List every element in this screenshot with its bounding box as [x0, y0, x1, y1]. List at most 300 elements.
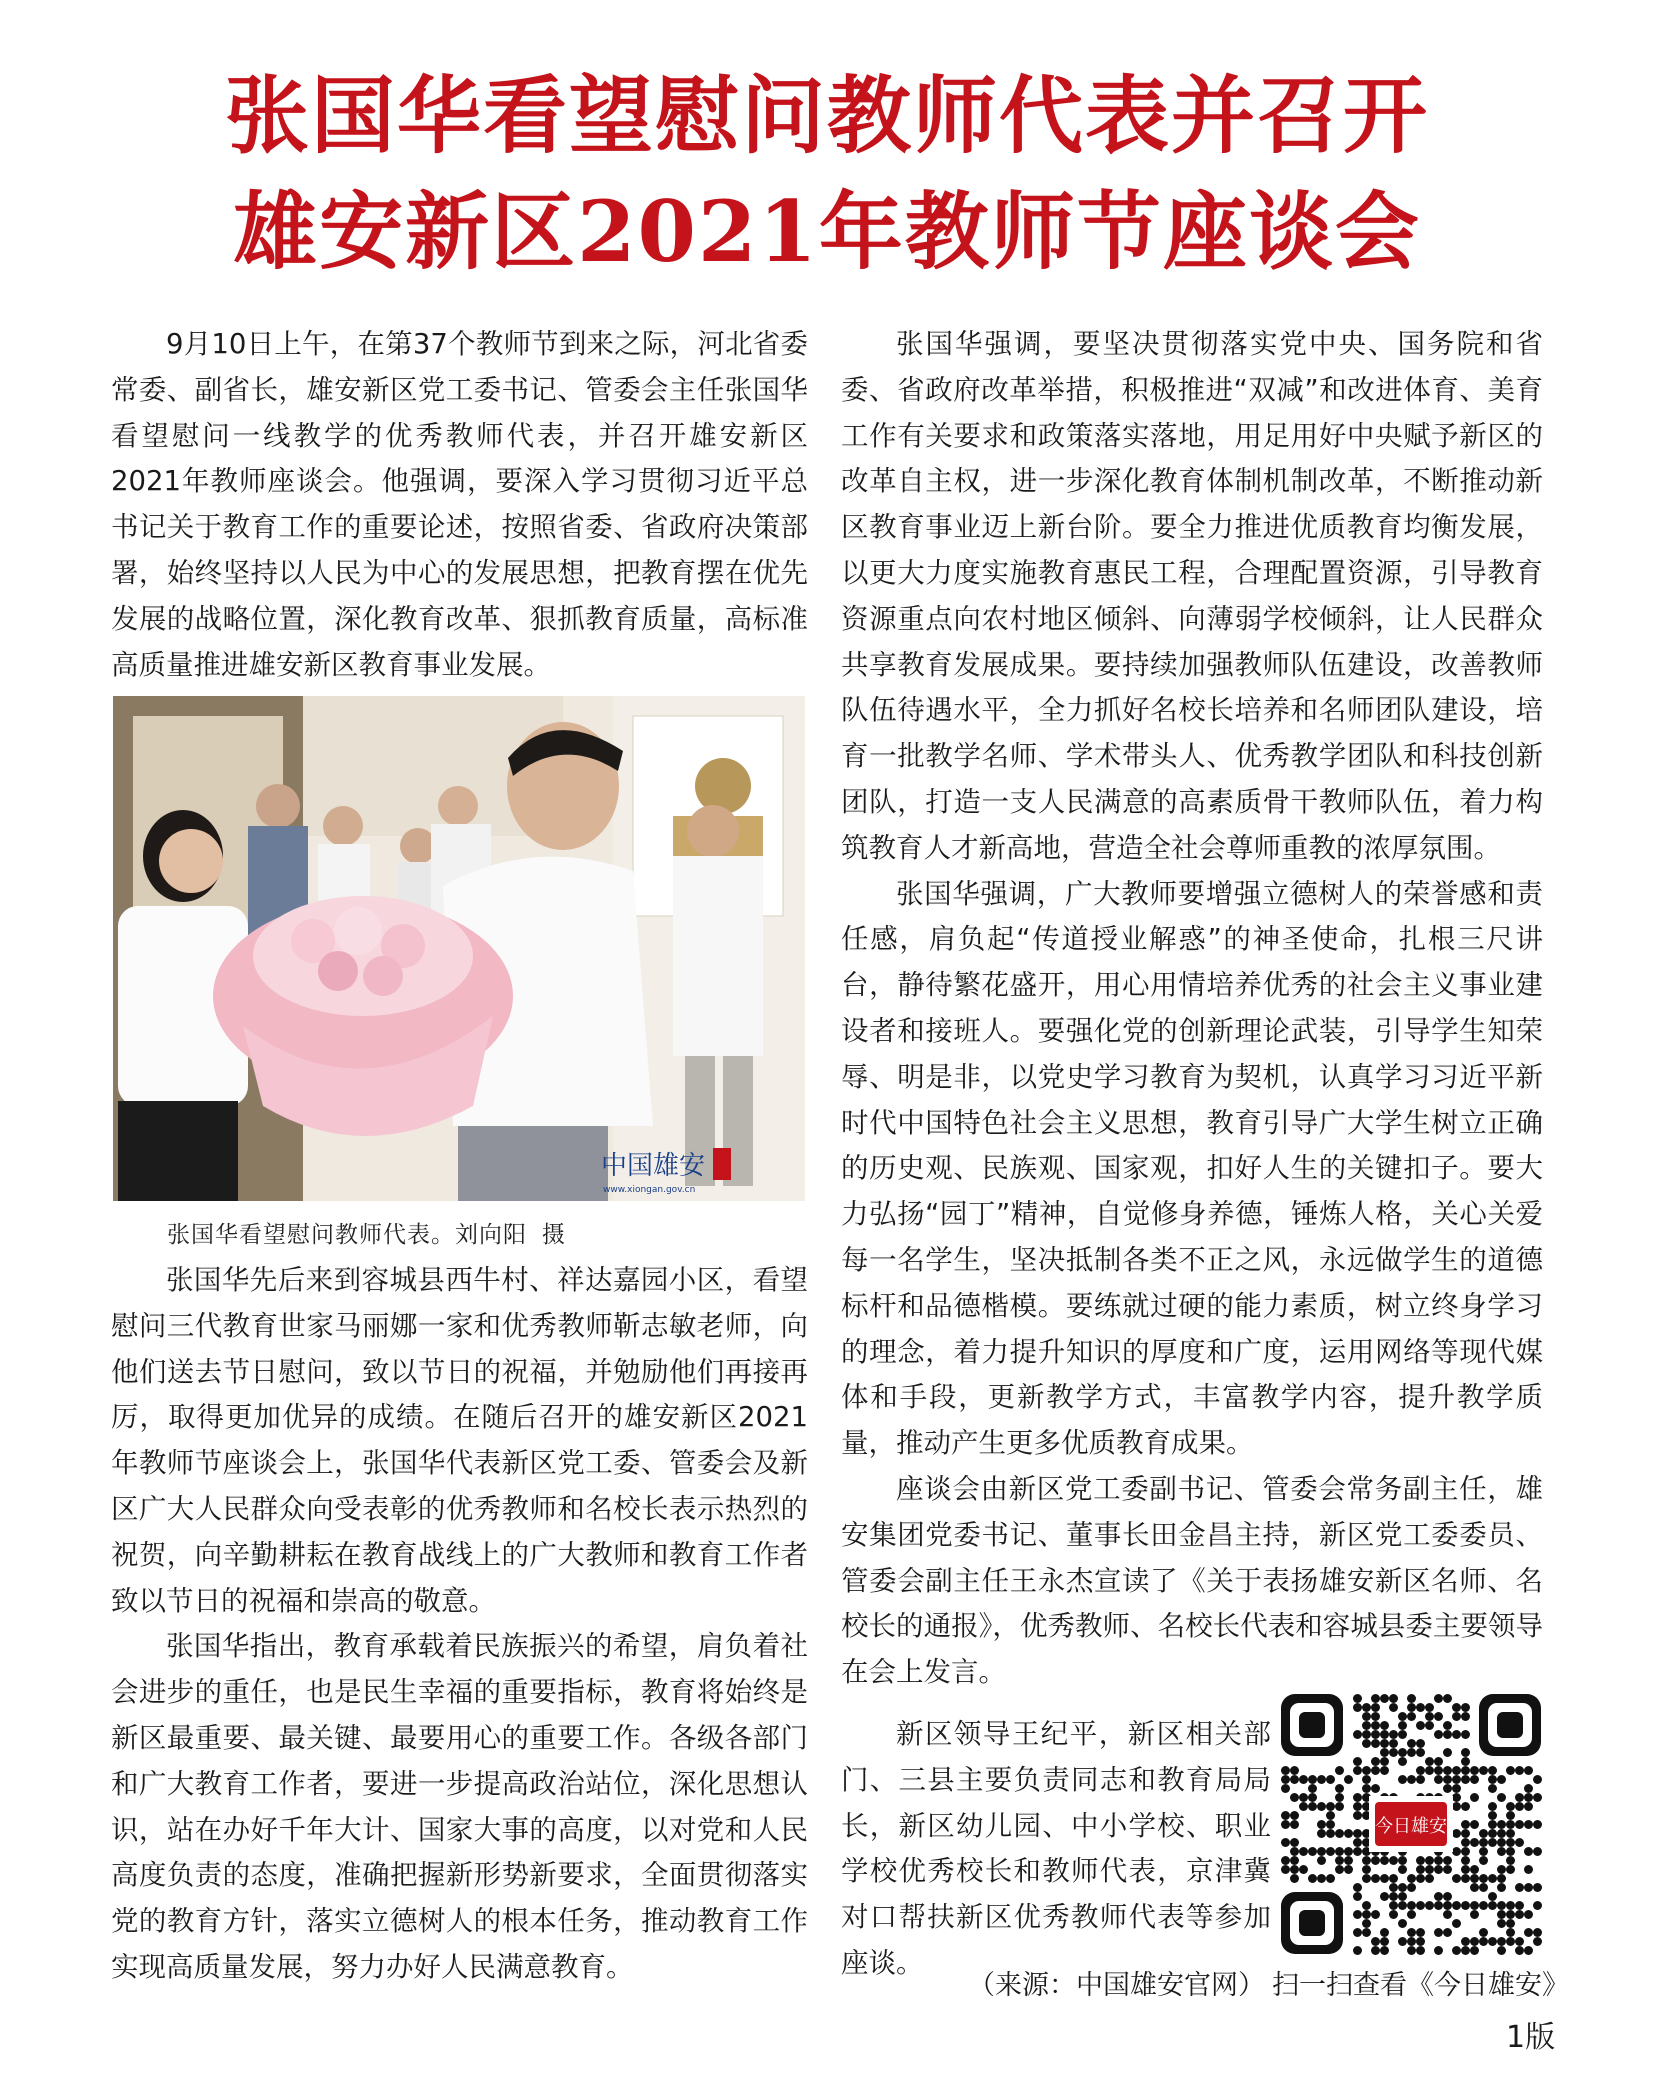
- qr-module: [1353, 1847, 1362, 1856]
- qr-module: [1434, 1946, 1443, 1955]
- qr-module: [1506, 1919, 1515, 1928]
- qr-module: [1488, 1892, 1497, 1901]
- qr-module: [1398, 1937, 1407, 1946]
- qr-module: [1353, 1766, 1362, 1775]
- headline: [0, 58, 1654, 290]
- qr-module: [1524, 1910, 1533, 1919]
- qr-module: [1488, 1811, 1497, 1820]
- qr-module: [1308, 1802, 1317, 1811]
- qr-module: [1434, 1712, 1443, 1721]
- qr-module: [1308, 1793, 1317, 1802]
- qr-module: [1434, 1775, 1443, 1784]
- qr-module: [1416, 1865, 1425, 1874]
- qr-module: [1353, 1793, 1362, 1802]
- qr-module: [1398, 1748, 1407, 1757]
- qr-module: [1308, 1847, 1317, 1856]
- qr-module: [1461, 1766, 1470, 1775]
- qr-module: [1416, 1946, 1425, 1955]
- qr-module: [1443, 1856, 1452, 1865]
- qr-module: [1461, 1838, 1470, 1847]
- qr-module: [1380, 1928, 1389, 1937]
- qr-module: [1416, 1928, 1425, 1937]
- qr-module: [1362, 1856, 1371, 1865]
- photo-watermark: 中国雄安: [601, 1151, 706, 1181]
- qr-module: [1497, 1883, 1506, 1892]
- qr-module: [1533, 1937, 1542, 1946]
- qr-module: [1407, 1910, 1416, 1919]
- qr-module: [1371, 1730, 1380, 1739]
- qr-module: [1488, 1784, 1497, 1793]
- qr-module: [1362, 1730, 1371, 1739]
- qr-module: [1452, 1766, 1461, 1775]
- qr-module: [1470, 1946, 1479, 1955]
- qr-module: [1506, 1820, 1515, 1829]
- qr-module: [1443, 1928, 1452, 1937]
- qr-module: [1488, 1838, 1497, 1847]
- left-column-bottom: [111, 1258, 808, 1991]
- qr-module: [1506, 1856, 1515, 1865]
- right-column: [841, 322, 1543, 1696]
- qr-module: [1443, 1901, 1452, 1910]
- qr-module: [1416, 1739, 1425, 1748]
- photo-watermark-url: www.xiongan.gov.cn: [603, 1185, 696, 1195]
- qr-module: [1335, 1784, 1344, 1793]
- qr-module: [1380, 1748, 1389, 1757]
- qr-module: [1326, 1811, 1335, 1820]
- qr-module: [1299, 1793, 1308, 1802]
- qr-module: [1371, 1739, 1380, 1748]
- qr-module: [1317, 1874, 1326, 1883]
- qr-module: [1290, 1856, 1299, 1865]
- qr-module: [1452, 1901, 1461, 1910]
- qr-module: [1443, 1766, 1452, 1775]
- qr-module: [1281, 1838, 1290, 1847]
- qr-module: [1452, 1874, 1461, 1883]
- qr-module: [1371, 1784, 1380, 1793]
- qr-module: [1353, 1811, 1362, 1820]
- qr-caption: 扫一扫查看《今日雄安》: [1272, 1970, 1569, 2001]
- qr-module: [1524, 1784, 1533, 1793]
- qr-module: [1452, 1919, 1461, 1928]
- qr-module: [1470, 1838, 1479, 1847]
- qr-module: [1470, 1793, 1479, 1802]
- qr-module: [1533, 1775, 1542, 1784]
- qr-module: [1407, 1694, 1416, 1703]
- qr-module: [1524, 1928, 1533, 1937]
- qr-module: [1488, 1874, 1497, 1883]
- qr-module: [1461, 1730, 1470, 1739]
- qr-module: [1452, 1847, 1461, 1856]
- qr-module: [1326, 1775, 1335, 1784]
- qr-module: [1416, 1766, 1425, 1775]
- qr-module: [1335, 1829, 1344, 1838]
- qr-module: [1380, 1757, 1389, 1766]
- qr-module: [1290, 1847, 1299, 1856]
- qr-module: [1533, 1820, 1542, 1829]
- qr-module: [1506, 1811, 1515, 1820]
- qr-module: [1362, 1919, 1371, 1928]
- qr-module: [1398, 1775, 1407, 1784]
- qr-module: [1398, 1883, 1407, 1892]
- qr-module: [1344, 1829, 1353, 1838]
- right-column-tail: [841, 1712, 1271, 1987]
- qr-module: [1479, 1766, 1488, 1775]
- qr-module: [1371, 1910, 1380, 1919]
- qr-module: [1461, 1757, 1470, 1766]
- qr-module: [1290, 1811, 1299, 1820]
- qr-module: [1389, 1892, 1398, 1901]
- qr-module: [1488, 1802, 1497, 1811]
- qr-module: [1434, 1901, 1443, 1910]
- qr-module: [1335, 1865, 1344, 1874]
- qr-module: [1407, 1946, 1416, 1955]
- qr-module: [1515, 1883, 1524, 1892]
- qr-module: [1497, 1820, 1506, 1829]
- qr-module: [1371, 1703, 1380, 1712]
- qr-module: [1371, 1721, 1380, 1730]
- qr-module: [1371, 1856, 1380, 1865]
- qr-module: [1443, 1865, 1452, 1874]
- qr-module: [1470, 1766, 1479, 1775]
- qr-module: [1380, 1937, 1389, 1946]
- qr-module: [1452, 1712, 1461, 1721]
- qr-module: [1515, 1820, 1524, 1829]
- qr-module: [1479, 1937, 1488, 1946]
- qr-module: [1344, 1775, 1353, 1784]
- qr-module: [1335, 1766, 1344, 1775]
- qr-module: [1434, 1694, 1443, 1703]
- qr-module: [1497, 1874, 1506, 1883]
- qr-module: [1380, 1766, 1389, 1775]
- qr-module: [1533, 1847, 1542, 1856]
- qr-module: [1524, 1847, 1533, 1856]
- qr-module: [1353, 1928, 1362, 1937]
- qr-module: [1461, 1856, 1470, 1865]
- qr-module: [1515, 1910, 1524, 1919]
- qr-module: [1506, 1829, 1515, 1838]
- qr-module: [1461, 1946, 1470, 1955]
- article-paragraph-3: 张国华指出，教育承载着民族振兴的希望，肩负着社会进步的重任，也是民生幸福的重要指标，教育将始终是新区最重要、最关键、最要用心的重要工作。各级各部门和广大教育工作者，要进一步提高政治站位，深化思想认识，站在办好千年大计、国家大事的高度，以对党和人民高度负责的态度，准确把握新形势新要求，全面贯彻落实党的教育方针，落实立德树人的根本任务，推动教育工作实现高质量发展，努力办好人民满意教育。: [111, 1630, 808, 1983]
- qr-module: [1335, 1793, 1344, 1802]
- qr-module: [1290, 1766, 1299, 1775]
- qr-module: [1407, 1874, 1416, 1883]
- qr-module: [1281, 1766, 1290, 1775]
- qr-module: [1389, 1883, 1398, 1892]
- qr-module: [1434, 1856, 1443, 1865]
- qr-module: [1515, 1766, 1524, 1775]
- qr-module: [1488, 1766, 1497, 1775]
- qr-module: [1353, 1694, 1362, 1703]
- photo-caption: 张国华看望慰问教师代表。刘向阳 摄: [167, 1222, 566, 1248]
- qr-module: [1299, 1775, 1308, 1784]
- qr-module: [1380, 1946, 1389, 1955]
- qr-module: [1443, 1721, 1452, 1730]
- qr-module: [1362, 1865, 1371, 1874]
- qr-module: [1515, 1937, 1524, 1946]
- qr-module: [1398, 1757, 1407, 1766]
- qr-module: [1281, 1784, 1290, 1793]
- qr-module: [1434, 1865, 1443, 1874]
- qr-module: [1389, 1748, 1398, 1757]
- qr-module: [1515, 1946, 1524, 1955]
- qr-module: [1389, 1910, 1398, 1919]
- qr-module: [1506, 1928, 1515, 1937]
- qr-module: [1389, 1856, 1398, 1865]
- qr-module: [1281, 1775, 1290, 1784]
- qr-module: [1326, 1874, 1335, 1883]
- qr-module: [1380, 1892, 1389, 1901]
- qr-module: [1362, 1901, 1371, 1910]
- qr-module: [1389, 1730, 1398, 1739]
- qr-module: [1299, 1802, 1308, 1811]
- qr-module: [1497, 1793, 1506, 1802]
- qr-module: [1443, 1730, 1452, 1739]
- article-paragraph-2: 张国华先后来到容城县西牛村、祥达嘉园小区，看望慰问三代教育世家马丽娜一家和优秀教师靳志敏老师，向他们送去节日慰问，致以节日的祝福，并勉励他们再接再厉，取得更加优异的成绩。在随后召开的雄安新区2021年教师节座谈会上，张国华代表新区党工委、管委会及新区广大人民群众向受表彰的优秀教师和名校长表示热烈的祝贺，向辛勤耕耘在教育战线上的广大教师和教育工作者致以节日的祝福和崇高的敬意。: [111, 1264, 808, 1617]
- qr-module: [1479, 1856, 1488, 1865]
- qr-module: [1281, 1856, 1290, 1865]
- qr-module: [1389, 1739, 1398, 1748]
- article-paragraph-5: 张国华强调，广大教师要增强立德树人的荣誉感和责任感，肩负起“传道授业解惑”的神圣使命，扎根三尺讲台，静待繁花盛开，用心用情培养优秀的社会主义事业建设者和接班人。要强化党的创新理论武装，引导学生知荣辱、明是非，以党史学习教育为契机，认真学习习近平新时代中国特色社会主义思想，教育引导广大学生树立正确的历史观、民族观、国家观，扣好人生的关键扣子。要大力弘扬“园丁”精神，自觉修身养德，锤炼人格，关心关爱每一名学生，坚决抵制各类不正之风，永远做学生的道德标杆和品德楷模。要练就过硬的能力素质，树立终身学习的理念，着力提升知识的厚度和广度，运用网络等现代媒体和手段，更新教学方式，丰富教学内容，提升教学质量，推动产生更多优质教育成果。: [841, 877, 1543, 1460]
- qr-module: [1461, 1937, 1470, 1946]
- qr-module: [1425, 1865, 1434, 1874]
- qr-module: [1407, 1883, 1416, 1892]
- qr-module: [1416, 1775, 1425, 1784]
- qr-module: [1299, 1847, 1308, 1856]
- qr-module: [1362, 1784, 1371, 1793]
- qr-module: [1281, 1820, 1290, 1829]
- qr-module: [1308, 1784, 1317, 1793]
- qr-module: [1452, 1784, 1461, 1793]
- qr-module: [1308, 1775, 1317, 1784]
- qr-module: [1452, 1829, 1461, 1838]
- qr-module: [1461, 1712, 1470, 1721]
- qr-module: [1407, 1712, 1416, 1721]
- qr-module: [1398, 1712, 1407, 1721]
- qr-module: [1335, 1847, 1344, 1856]
- qr-module: [1398, 1919, 1407, 1928]
- qr-module: [1290, 1838, 1299, 1847]
- qr-module: [1317, 1829, 1326, 1838]
- qr-module: [1362, 1739, 1371, 1748]
- qr-module: [1434, 1892, 1443, 1901]
- qr-module: [1317, 1856, 1326, 1865]
- qr-module: [1398, 1865, 1407, 1874]
- qr-module: [1488, 1820, 1497, 1829]
- qr-module: [1380, 1739, 1389, 1748]
- qr-module: [1362, 1928, 1371, 1937]
- qr-module: [1497, 1901, 1506, 1910]
- qr-module: [1461, 1874, 1470, 1883]
- qr-module: [1416, 1703, 1425, 1712]
- qr-module: [1524, 1883, 1533, 1892]
- page-number: 1版: [1506, 2020, 1556, 2055]
- qr-module: [1479, 1883, 1488, 1892]
- qr-module: [1461, 1820, 1470, 1829]
- qr-module: [1389, 1694, 1398, 1703]
- qr-module: [1461, 1703, 1470, 1712]
- qr-module: [1407, 1901, 1416, 1910]
- qr-module: [1452, 1703, 1461, 1712]
- qr-module: [1488, 1775, 1497, 1784]
- qr-module: [1470, 1865, 1479, 1874]
- qr-module: [1416, 1856, 1425, 1865]
- qr-module: [1407, 1739, 1416, 1748]
- qr-module: [1497, 1919, 1506, 1928]
- qr-module: [1452, 1946, 1461, 1955]
- qr-module: [1290, 1775, 1299, 1784]
- news-photo: [113, 696, 805, 1201]
- qr-module: [1425, 1712, 1434, 1721]
- qr-module: [1443, 1694, 1452, 1703]
- qr-module: [1443, 1748, 1452, 1757]
- qr-module: [1434, 1928, 1443, 1937]
- qr-module: [1470, 1937, 1479, 1946]
- headline-line-1: 张国华看望慰问教师代表并召开: [224, 66, 1429, 165]
- qr-module: [1353, 1802, 1362, 1811]
- qr-module: [1533, 1901, 1542, 1910]
- qr-module: [1353, 1892, 1362, 1901]
- left-column-top: [111, 322, 808, 688]
- qr-module: [1479, 1847, 1488, 1856]
- qr-module: [1389, 1874, 1398, 1883]
- qr-module: [1353, 1946, 1362, 1955]
- qr-module: [1479, 1829, 1488, 1838]
- qr-module: [1371, 1694, 1380, 1703]
- qr-module: [1488, 1829, 1497, 1838]
- qr-module: [1290, 1820, 1299, 1829]
- qr-module: [1497, 1847, 1506, 1856]
- qr-module: [1479, 1838, 1488, 1847]
- qr-module: [1533, 1928, 1542, 1937]
- qr-module: [1344, 1865, 1353, 1874]
- qr-module: [1524, 1820, 1533, 1829]
- article-paragraph-4: 张国华强调，要坚决贯彻落实党中央、国务院和省委、省政府改革举措，积极推进“双减”和改进体育、美育工作有关要求和政策落实落地，用足用好中央赋予新区的改革自主权，进一步深化教育体制机制改革，不断推动新区教育事业迈上新台阶。要全力推进优质教育均衡发展，以更大力度实施教育惠民工程，合理配置资源，引导教育资源重点向农村地区倾斜、向薄弱学校倾斜，让人民群众共享教育发展成果。要持续加强教师队伍建设，改善教师队伍待遇水平，全力抓好名校长培养和名师团队建设，培育一批教学名师、学术带头人、优秀教学团队和科技创新团队，打造一支人民满意的高素质骨干教师队伍，着力构筑教育人才新高地，营造全社会尊师重教的浓厚氛围。: [841, 328, 1543, 864]
- qr-module: [1317, 1802, 1326, 1811]
- qr-module: [1470, 1910, 1479, 1919]
- qr-module: [1425, 1721, 1434, 1730]
- qr-module: [1344, 1856, 1353, 1865]
- qr-module: [1506, 1910, 1515, 1919]
- qr-module: [1461, 1775, 1470, 1784]
- qr-module: [1443, 1775, 1452, 1784]
- qr-module: [1389, 1901, 1398, 1910]
- qr-module: [1425, 1757, 1434, 1766]
- qr-module: [1434, 1730, 1443, 1739]
- qr-module: [1443, 1910, 1452, 1919]
- qr-module: [1497, 1946, 1506, 1955]
- qr-module: [1326, 1802, 1335, 1811]
- qr-module: [1515, 1838, 1524, 1847]
- qr-module: [1398, 1892, 1407, 1901]
- qr-module: [1416, 1748, 1425, 1757]
- qr-module: [1290, 1865, 1299, 1874]
- qr-module: [1335, 1802, 1344, 1811]
- qr-module: [1326, 1847, 1335, 1856]
- qr-module: [1416, 1721, 1425, 1730]
- qr-code[interactable]: [1277, 1690, 1545, 1958]
- qr-module: [1335, 1856, 1344, 1865]
- qr-module: [1443, 1784, 1452, 1793]
- qr-module: [1371, 1937, 1380, 1946]
- qr-module: [1452, 1730, 1461, 1739]
- qr-module: [1506, 1901, 1515, 1910]
- qr-module: [1353, 1703, 1362, 1712]
- qr-module: [1497, 1829, 1506, 1838]
- qr-module: [1362, 1910, 1371, 1919]
- qr-module: [1524, 1865, 1533, 1874]
- qr-module: [1380, 1694, 1389, 1703]
- qr-module: [1506, 1847, 1515, 1856]
- qr-module: [1533, 1793, 1542, 1802]
- qr-module: [1470, 1874, 1479, 1883]
- qr-module: [1299, 1865, 1308, 1874]
- qr-module: [1362, 1712, 1371, 1721]
- qr-module: [1452, 1775, 1461, 1784]
- qr-module: [1425, 1766, 1434, 1775]
- qr-module: [1515, 1901, 1524, 1910]
- qr-module: [1407, 1775, 1416, 1784]
- qr-module: [1344, 1847, 1353, 1856]
- qr-module: [1497, 1910, 1506, 1919]
- qr-module: [1371, 1712, 1380, 1721]
- qr-module: [1470, 1820, 1479, 1829]
- qr-module: [1398, 1856, 1407, 1865]
- qr-module: [1524, 1946, 1533, 1955]
- qr-module: [1362, 1703, 1371, 1712]
- qr-module: [1524, 1802, 1533, 1811]
- qr-module: [1353, 1838, 1362, 1847]
- qr-module: [1281, 1865, 1290, 1874]
- qr-module: [1407, 1703, 1416, 1712]
- article-paragraph-6: 座谈会由新区党工委副书记、管委会常务副主任，雄安集团党委书记、董事长田金昌主持，新区党工委委员、管委会副主任王永杰宣读了《关于表扬雄安新区名师、名校长的通报》，优秀教师、名校长代表和容城县委主要领导在会上发言。: [841, 1472, 1543, 1689]
- qr-module: [1452, 1793, 1461, 1802]
- qr-module: [1353, 1910, 1362, 1919]
- qr-module: [1479, 1874, 1488, 1883]
- qr-module: [1317, 1775, 1326, 1784]
- qr-module: [1470, 1901, 1479, 1910]
- qr-module: [1497, 1937, 1506, 1946]
- qr-module: [1407, 1748, 1416, 1757]
- qr-module: [1506, 1865, 1515, 1874]
- qr-module: [1380, 1874, 1389, 1883]
- article-paragraph-1: 9月10日上午，在第37个教师节到来之际，河北省委常委、副省长，雄安新区党工委书记、管委会主任张国华看望慰问一线教学的优秀教师代表，并召开雄安新区2021年教师座谈会。他强调，要深入学习贯彻习近平总书记关于教育工作的重要论述，按照省委、省政府决策部署，始终坚持以人民为中心的发展思想，把教育摆在优先发展的战略位置，深化教育改革、狠抓教育质量，高标准高质量推进雄安新区教育事业发展。: [111, 328, 808, 681]
- qr-module: [1353, 1730, 1362, 1739]
- qr-module: [1380, 1730, 1389, 1739]
- source-note: （来源：中国雄安官网）: [968, 1970, 1265, 2001]
- qr-module: [1461, 1847, 1470, 1856]
- qr-module: [1362, 1775, 1371, 1784]
- qr-module: [1497, 1775, 1506, 1784]
- qr-module: [1281, 1811, 1290, 1820]
- qr-module: [1371, 1766, 1380, 1775]
- qr-module: [1461, 1748, 1470, 1757]
- qr-module: [1362, 1721, 1371, 1730]
- qr-module: [1488, 1937, 1497, 1946]
- qr-module: [1425, 1703, 1434, 1712]
- qr-module: [1407, 1928, 1416, 1937]
- qr-module: [1506, 1937, 1515, 1946]
- qr-module: [1371, 1946, 1380, 1955]
- qr-module: [1398, 1730, 1407, 1739]
- qr-module: [1317, 1820, 1326, 1829]
- qr-module: [1470, 1775, 1479, 1784]
- qr-module: [1506, 1802, 1515, 1811]
- qr-module: [1290, 1793, 1299, 1802]
- qr-module: [1524, 1766, 1533, 1775]
- qr-module: [1452, 1802, 1461, 1811]
- headline-line-2: 雄安新区2021年教师节座谈会: [233, 182, 1421, 281]
- qr-module: [1308, 1874, 1317, 1883]
